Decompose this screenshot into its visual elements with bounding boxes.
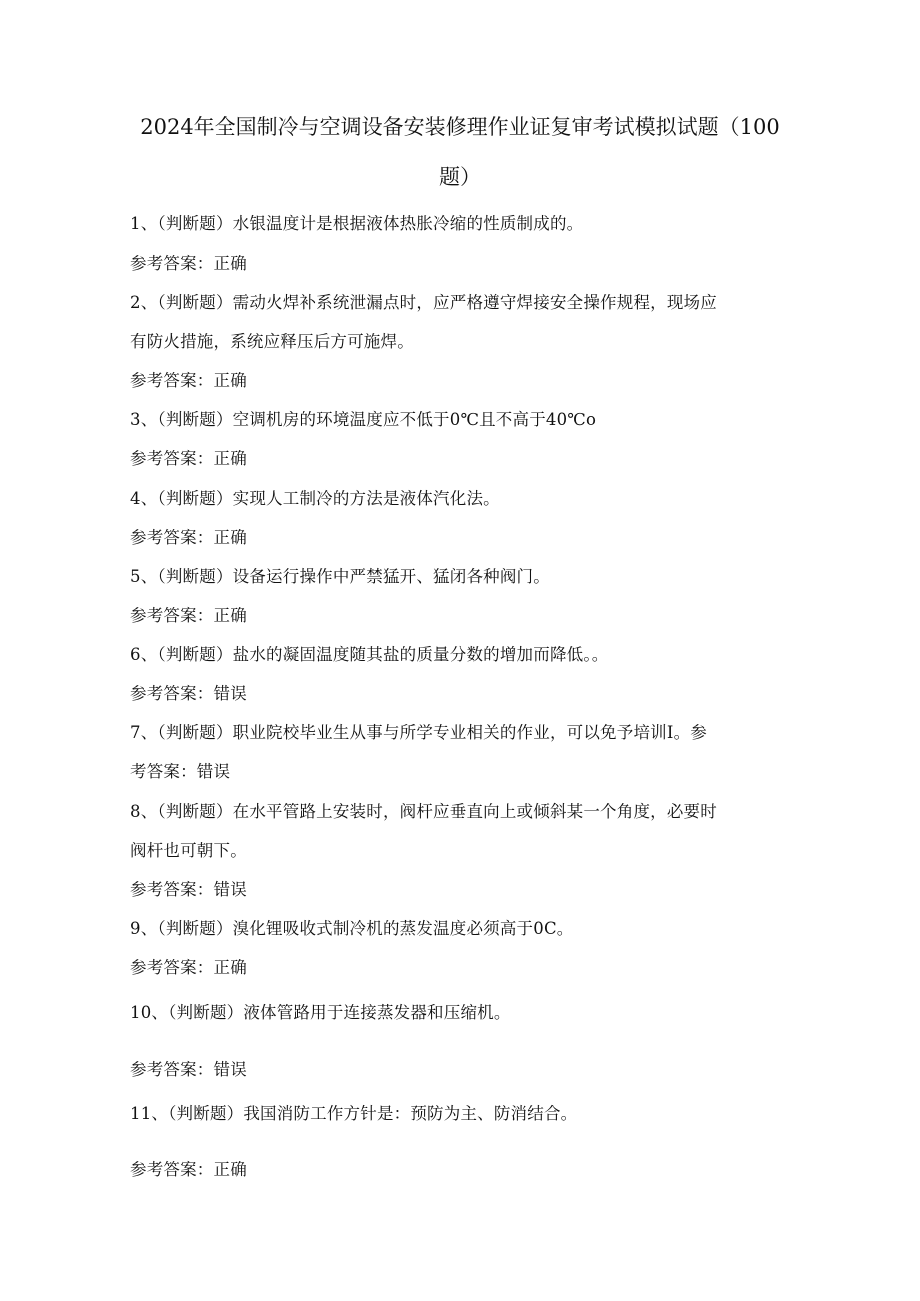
question-3-text: 3、（判断题）空调机房的环境温度应不低于0℃且不高于40℃o <box>130 410 597 429</box>
question-10-answer: 参考答案：错误 <box>130 1060 247 1079</box>
question-1-text: 1、（判断题）水银温度计是根据液体热胀冷缩的性质制成的。 <box>130 214 584 233</box>
question-6-answer: 参考答案：错误 <box>130 684 247 703</box>
question-5-text: 5、（判断题）设备运行操作中严禁猛开、猛闭各种阀门。 <box>130 567 550 586</box>
question-10-text: 10、（判断题）液体管路用于连接蒸发器和压缩机。 <box>130 1003 511 1022</box>
question-2-answer: 参考答案：正确 <box>130 371 247 390</box>
question-2-text-line-1: 2、（判断题）需动火焊补系统泄漏点时，应严格遵守焊接安全操作规程，现场应 <box>130 293 717 312</box>
question-8-text-line-1: 8、（判断题）在水平管路上安装时，阀杆应垂直向上或倾斜某一个角度，必要时 <box>130 802 717 821</box>
question-1-answer: 参考答案：正确 <box>130 254 247 273</box>
question-7-text-line-2: 考答案：错误 <box>130 762 231 781</box>
document-title-line-2: 题） <box>439 165 481 189</box>
question-7-text-line-1: 7、（判断题）职业院校毕业生从事与所学专业相关的作业，可以免予培训I。参 <box>130 723 707 742</box>
question-6-text: 6、（判断题）盐水的凝固温度随其盐的质量分数的增加而降低。。 <box>130 645 609 664</box>
question-9-answer: 参考答案：正确 <box>130 958 247 977</box>
question-9-text: 9、（判断题）溴化锂吸收式制冷机的蒸发温度必须高于0C。 <box>130 919 574 938</box>
question-5-answer: 参考答案：正确 <box>130 606 247 625</box>
question-4-text: 4、（判断题）实现人工制冷的方法是液体汽化法。 <box>130 489 500 508</box>
question-8-text-line-2: 阀杆也可朝下。 <box>130 841 247 860</box>
question-3-answer: 参考答案：正确 <box>130 449 247 468</box>
question-4-answer: 参考答案：正确 <box>130 528 247 547</box>
question-8-answer: 参考答案：错误 <box>130 880 247 899</box>
document-title-line-1: 2024年全国制冷与空调设备安装修理作业证复审考试模拟试题（100 <box>140 115 780 139</box>
question-11-answer: 参考答案：正确 <box>130 1160 247 1179</box>
question-11-text: 11、（判断题）我国消防工作方针是：预防为主、防消结合。 <box>130 1104 578 1123</box>
question-2-text-line-2: 有防火措施，系统应释压后方可施焊。 <box>130 332 414 351</box>
